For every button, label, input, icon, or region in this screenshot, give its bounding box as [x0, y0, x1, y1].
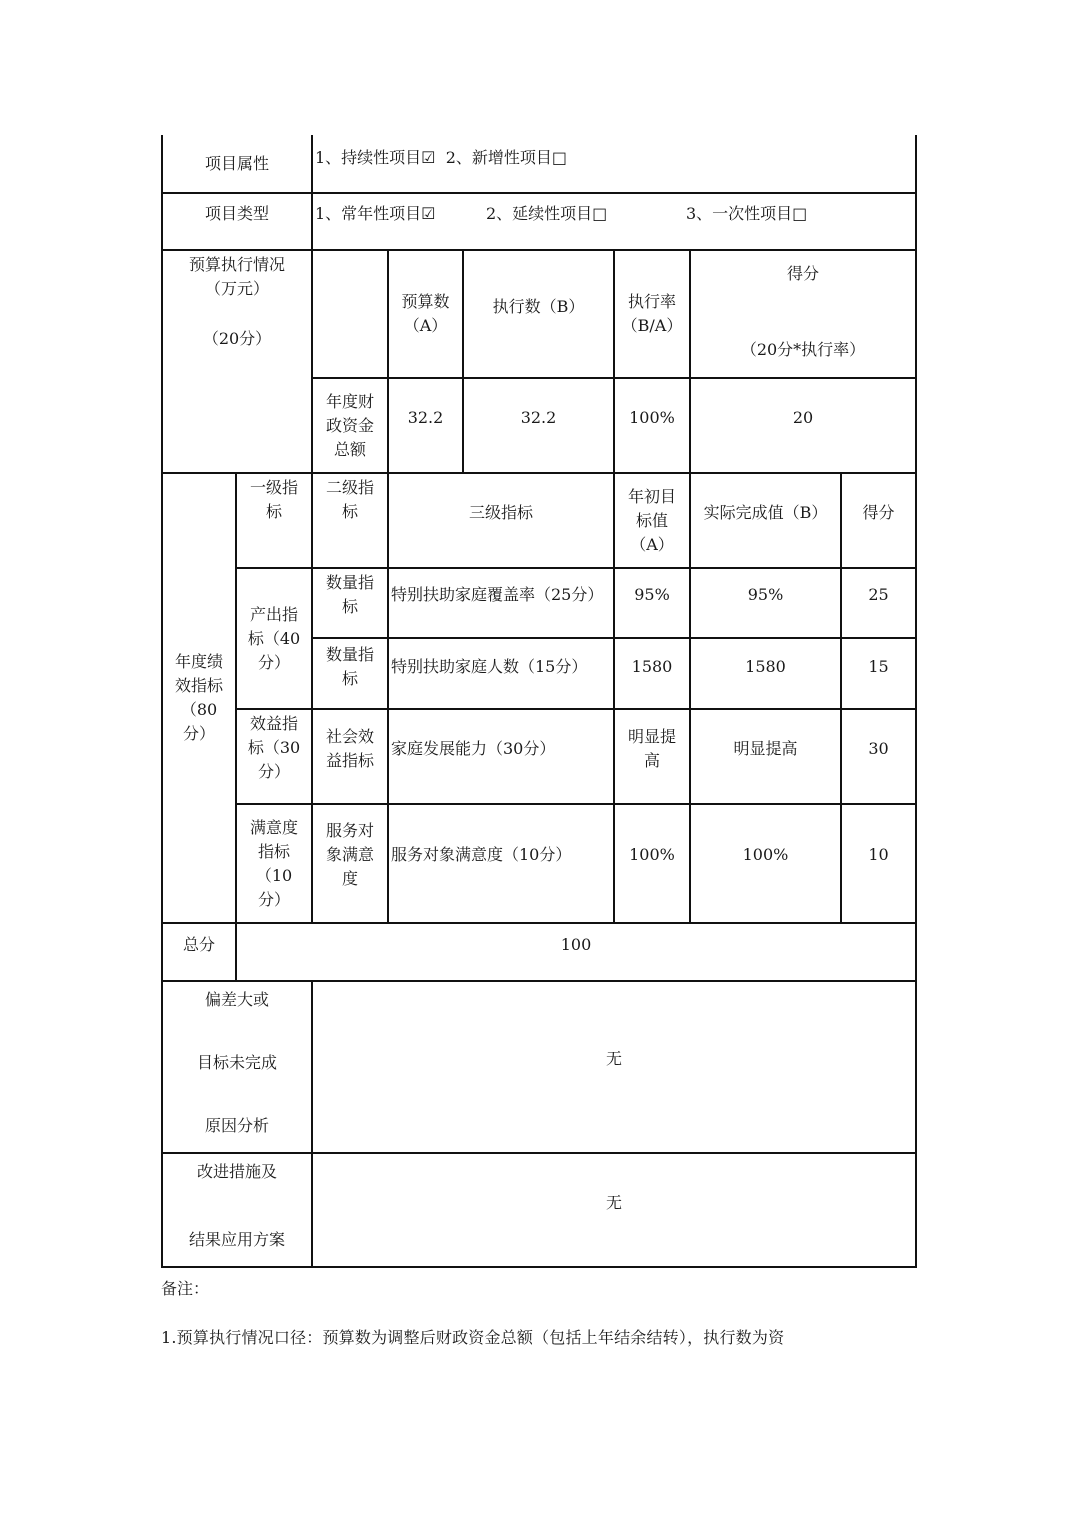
header-budget-score-line-2: （20分*执行率） — [740, 340, 866, 359]
table-row-4-score — [842, 805, 915, 905]
row-1-level-3-text: 特别扶助家庭覆盖率（25分） — [391, 585, 604, 604]
table-row-4-level-2 — [313, 805, 387, 905]
annual-fiscal-total-label-text: 年度财政资金总额 — [325, 391, 374, 459]
budget-label-line-2: （万元） — [204, 279, 269, 298]
row-4-target-text: 100% — [629, 845, 675, 864]
row-4-score-text: 10 — [868, 845, 889, 864]
row-1-level-2-text: 数量指标 — [325, 573, 374, 616]
project-type-option-3 — [684, 194, 864, 234]
deviation-label-line-1: 偏差大或 — [204, 990, 269, 1009]
project-type-option-2 — [484, 194, 664, 234]
table-row-2-score — [842, 639, 915, 694]
annual-performance-label — [163, 474, 235, 922]
header-level-3-indicator-text: 三级指标 — [468, 503, 533, 522]
row-3-level-3-text: 家庭发展能力（30分） — [391, 739, 556, 758]
deviation-label-line-3: 原因分析 — [204, 1116, 269, 1135]
table-row-4-target — [615, 805, 689, 905]
budget-amount-value-text: 32.2 — [407, 407, 444, 427]
deviation-label-line-2: 目标未完成 — [196, 1053, 277, 1072]
table-row-1-level-2 — [313, 569, 387, 621]
table-row-1-target — [615, 569, 689, 621]
header-execution-rate-text: 执行率（B/A） — [621, 292, 683, 335]
row-2-level-2-text: 数量指标 — [325, 644, 374, 688]
improvement-plan-value-text: 无 — [605, 1193, 622, 1212]
header-execution-rate — [615, 251, 689, 377]
row-2-score-text: 15 — [868, 656, 889, 676]
project-type-option-1-text: 1、常年性项目☑ — [315, 204, 436, 223]
output-indicator-label-text: 产出指标（40分） — [247, 604, 301, 672]
budget-execution-label — [163, 253, 311, 363]
row-4-actual-text: 100% — [742, 845, 789, 864]
header-level-2-indicator-text: 二级指标 — [325, 478, 374, 521]
header-actual-value-text: 实际完成值（B） — [703, 503, 828, 522]
budget-score-value-text: 20 — [792, 407, 814, 427]
header-executed-amount-text: 执行数（B） — [492, 297, 585, 316]
table-row-3-level-2 — [313, 710, 387, 788]
satisfaction-indicator-label-text: 满意度指标（10分） — [249, 817, 298, 909]
row-1-actual-text: 95% — [747, 585, 784, 604]
row-3-score-text: 30 — [868, 739, 889, 758]
row-3-level-2-text: 社会效益指标 — [325, 727, 374, 770]
row-2-target-text: 1580 — [631, 656, 673, 676]
row-2-level-3-text: 特别扶助家庭人数（15分） — [391, 656, 588, 676]
table-row-2-actual — [691, 639, 840, 694]
improvement-label-line-2: 结果应用方案 — [188, 1230, 285, 1249]
execution-rate-value — [615, 379, 689, 456]
row-2-actual-text: 1580 — [745, 656, 786, 676]
header-level-2-indicator — [313, 476, 387, 548]
annual-performance-label-text: 年度绩效指标（80分） — [174, 652, 223, 743]
project-attribute-value-text: 1、持续性项目☑ 2、新增性项目□ — [315, 148, 567, 167]
table-row-2-level-3 — [389, 639, 613, 694]
benefit-indicator-label-text: 效益指标（30分） — [247, 714, 301, 781]
improvement-plan-label — [163, 1160, 311, 1252]
header-level-3-indicator — [389, 474, 613, 552]
header-score-text: 得分 — [862, 503, 895, 522]
header-level-1-indicator — [237, 476, 311, 548]
notes-line-1: 1.预算执行情况口径：预算数为调整后财政资金总额（包括上年结余结转），执行数为资 — [161, 1328, 785, 1347]
budget-score-value — [691, 379, 915, 456]
header-executed-amount — [464, 251, 613, 363]
project-attribute-label-text: 项目属性 — [204, 153, 269, 173]
header-budget-score-line-1: 得分 — [786, 264, 819, 283]
table-row-1-score — [842, 569, 915, 621]
improvement-plan-value — [313, 1154, 915, 1252]
table-row-4-actual — [691, 805, 840, 905]
table-row-2-level-2 — [313, 639, 387, 694]
table-row-1-level-3 — [389, 569, 613, 621]
project-type-label — [163, 194, 311, 234]
improvement-label-line-1: 改进措施及 — [196, 1162, 277, 1181]
row-1-target-text: 95% — [634, 585, 670, 604]
satisfaction-indicator-label — [237, 805, 311, 922]
total-score-value — [237, 924, 915, 966]
header-target-value-text: 年初目标值（A） — [627, 486, 676, 554]
budget-label-line-1: 预算执行情况 — [188, 255, 285, 274]
header-actual-value — [691, 474, 840, 552]
row-3-target-text: 明显提高 — [627, 727, 676, 770]
budget-label-line-3: （20分） — [202, 329, 272, 348]
row-4-level-2-text: 服务对象满意度 — [325, 821, 374, 888]
table-row-4-level-3 — [389, 805, 613, 905]
deviation-analysis-value-text: 无 — [605, 1049, 622, 1068]
total-score-label — [163, 924, 235, 966]
project-attribute-label — [163, 135, 311, 192]
notes-title: 备注： — [161, 1279, 210, 1298]
row-3-actual-text: 明显提高 — [733, 739, 798, 758]
deviation-analysis-label — [163, 988, 311, 1138]
executed-amount-value — [464, 379, 613, 456]
table-row-2-target — [615, 639, 689, 694]
deviation-analysis-value — [313, 982, 915, 1136]
header-budget-amount-text: 预算数（A） — [401, 292, 450, 335]
row-4-level-3-text: 服务对象满意度（10分） — [391, 845, 572, 864]
table-row-1-actual — [691, 569, 840, 621]
table-row-3-actual — [691, 710, 840, 788]
execution-rate-value-text: 100% — [629, 407, 675, 427]
project-type-label-text: 项目类型 — [204, 204, 269, 223]
header-level-1-indicator-text: 一级指标 — [249, 478, 298, 521]
total-score-label-text: 总分 — [182, 935, 215, 954]
table-row-3-score — [842, 710, 915, 788]
annual-fiscal-total-label — [313, 379, 387, 472]
header-target-value — [615, 474, 689, 567]
row-1-score-text: 25 — [868, 585, 889, 604]
total-score-value-text: 100 — [560, 935, 592, 954]
project-type-option-2-text: 2、延续性项目□ — [486, 204, 608, 223]
table-row-3-target — [615, 710, 689, 788]
project-attribute-value — [313, 135, 915, 181]
table-row-3-level-3 — [389, 710, 613, 788]
output-indicator-label — [237, 569, 311, 708]
project-type-option-1 — [313, 194, 483, 234]
header-budget-amount — [389, 251, 462, 377]
header-budget-score — [691, 262, 915, 362]
project-type-option-3-text: 3、一次性项目□ — [686, 204, 808, 223]
executed-amount-value-text: 32.2 — [520, 407, 557, 427]
benefit-indicator-label — [237, 710, 311, 786]
budget-amount-value — [389, 379, 462, 456]
header-score — [842, 474, 915, 552]
